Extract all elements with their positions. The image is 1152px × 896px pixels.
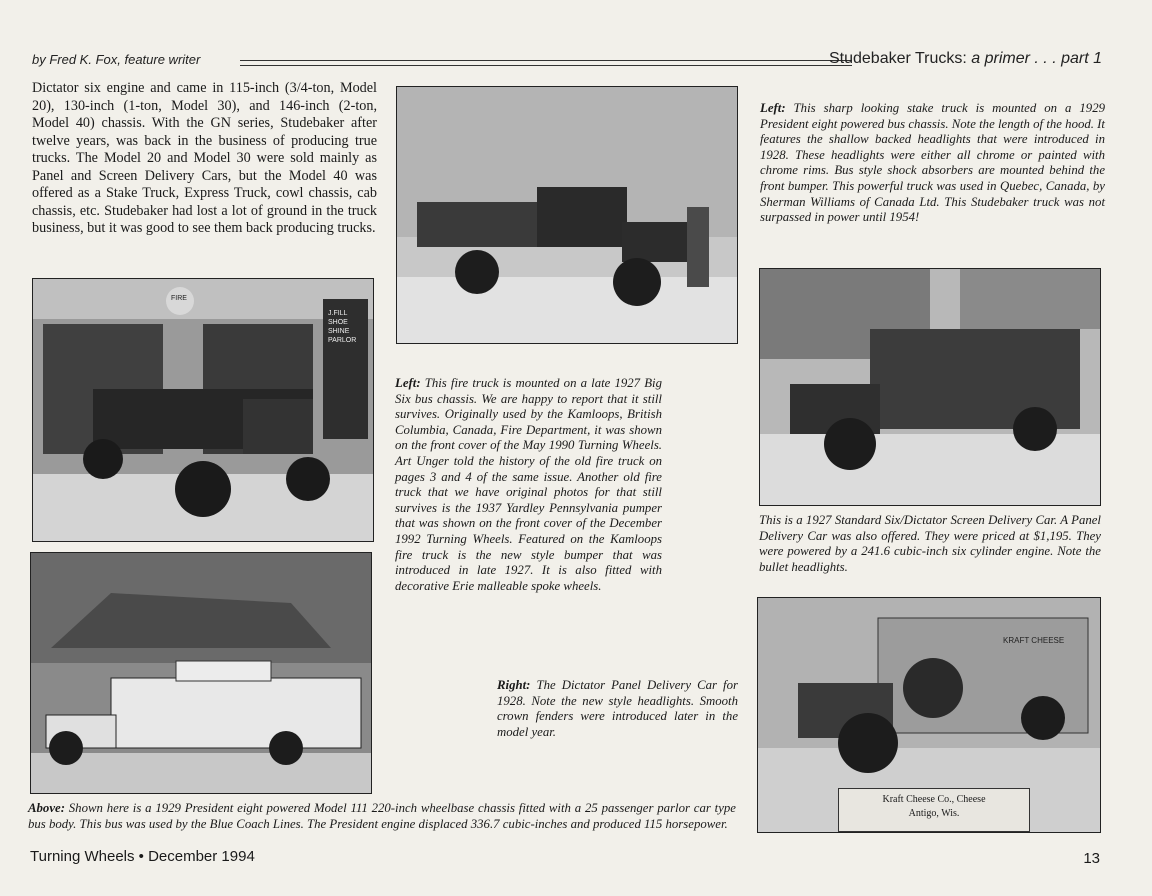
fire-truck-photo: [32, 278, 374, 542]
caption-lead: Above:: [28, 801, 65, 815]
stake-truck-photo: [396, 86, 738, 344]
fire-truck-image: [33, 279, 373, 541]
kraft-sign-name: Kraft Cheese Co., Cheese: [882, 794, 986, 805]
publication-footer: Turning Wheels • December 1994: [30, 848, 255, 865]
page-title: [829, 50, 1102, 68]
shoe-shine-sign: J.FILL SHOE SHINE PARLOR: [328, 310, 357, 344]
caption-text: This is a 1927 Standard Six/Dictator Screen Delivery Car. A Panel Delivery Car was also offered. They were priced at $1,195. They were powered by a 241.6 cubic-inch six cylinder engine. Note the bullet headlights.: [759, 513, 1101, 574]
stake-truck-image: [397, 87, 737, 343]
stake-truck-caption: [760, 101, 1105, 226]
caption-text: Shown here is a 1929 President eight powered Model 111 220-inch wheelbase chassis fitted with a 25 passenger parlor car type bus body. This bus was used by the Blue Coach Lines. The President engine displaced 336.7 cubic-inches and produced 115 horsepower.: [28, 801, 736, 831]
kraft-van-lettering: KRAFT CHEESE: [1003, 636, 1065, 645]
screen-delivery-caption: [759, 513, 1101, 575]
kraft-sign-city: Antigo, Wis.: [908, 808, 960, 819]
title-suffix: a primer . . . part 1: [971, 50, 1102, 67]
caption-lead: Right:: [497, 678, 531, 692]
caption-lead: Left:: [760, 101, 786, 115]
bus-photo: [30, 552, 372, 794]
fire-station-sign: FIRE: [171, 295, 187, 302]
panel-delivery-photo: [757, 597, 1101, 833]
panel-delivery-caption: [497, 678, 738, 740]
byline: by Fred K. Fox, feature writer: [32, 52, 201, 67]
header-rule: [240, 60, 852, 66]
caption-text: The Dictator Panel Delivery Car for 1928. Note the new style headlights. Smooth crown fenders were introduced later in the model year.: [497, 678, 738, 739]
article-body: Dictator six engine and came in 115-inch (3/4-ton, Model 20), 130-inch (1-ton, Model 30), and 146-inch (2-ton, Model 40) chassis. With the GN series, Studebaker after twelve years, was back in the business of producing true trucks. The Model 20 and Model 30 were sold mainly as Panel and Screen Delivery Cars, but the Model 40 was offered as a Stake Truck, Express Truck, cowl chassis, cab chassis, etc. Studebaker had lost a lot of ground in the truck business, but it was good to see them back producing trucks.: [32, 80, 377, 236]
title-prefix: Studebaker Trucks:: [828, 50, 972, 67]
caption-text: This fire truck is mounted on a late 1927 Big Six bus chassis. We are happy to report that it still survives. Originally used by the Kamloops, British Columbia, Canada, Fire Department, it was shown on the front cover of the May 1990 Turning Wheels. Art Unger told the history of the old fire truck on pages 3 and 4 of the same issue. Another old fire truck that we have original photos for that still survives is the 1937 Yardley Pennsylvania pumper that was shown on the front cover of the December 1992 Turning Wheels. Featured on the Kamloops fire truck is the new style bumper that was introduced in late 1927. It is also fitted with decorative Erie malleable spoke wheels.: [395, 376, 662, 593]
screen-delivery-photo: [759, 268, 1101, 506]
page-number: 13: [1083, 850, 1100, 867]
caption-text: This sharp looking stake truck is mounted on a 1929 President eight powered bus chassis. Note the length of the hood. It features the shallow backed headlights that were introduced in 1928. These headlights were either all chrome or painted with chrome rims. Bus style shock absorbers are mounted behind the front bumper. This powerful truck was used in Quebec, Canada, by Sherman Williams of Canada Ltd. This Studebaker truck was not surpassed in power until 1954!: [760, 101, 1105, 225]
caption-lead: Left:: [395, 376, 421, 390]
kraft-sign: [838, 788, 1030, 832]
bus-caption: [28, 801, 736, 832]
bus-image: [31, 553, 371, 793]
screen-delivery-image: [760, 269, 1100, 505]
fire-truck-caption: [395, 376, 662, 594]
